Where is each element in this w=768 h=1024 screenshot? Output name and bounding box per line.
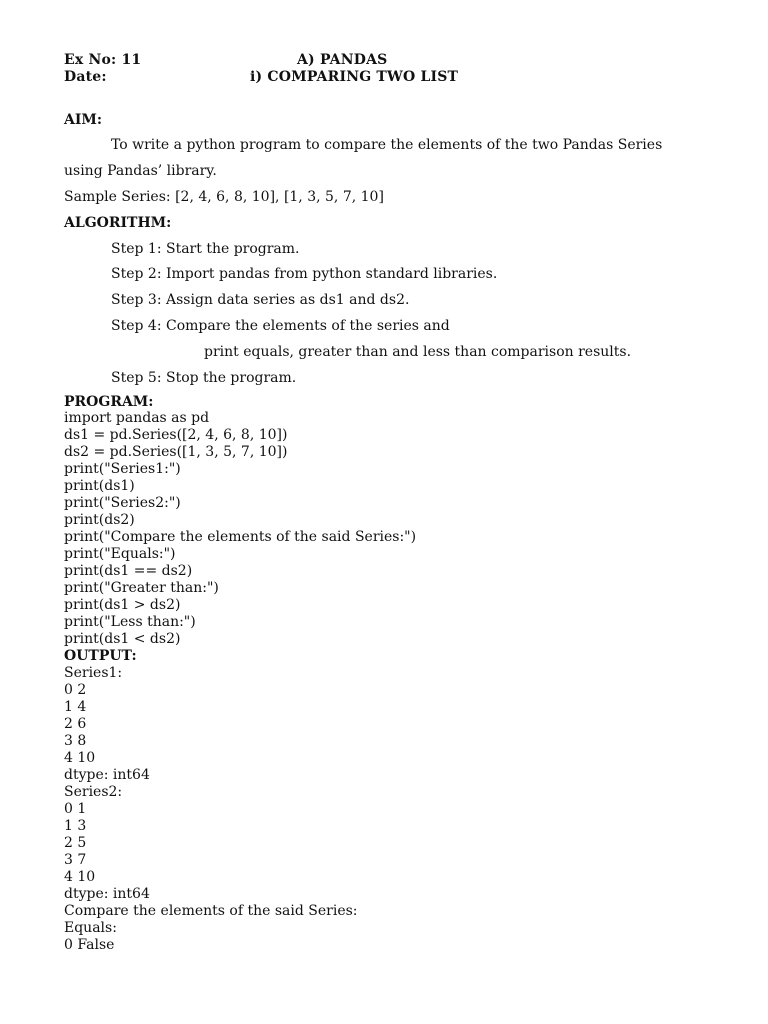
output-heading: OUTPUT: <box>64 648 137 664</box>
algorithm-step-4-continued: print equals, greater than and less than comparison results. <box>204 344 632 360</box>
output-line: 4 10 <box>64 869 96 885</box>
aim-text-line2: using Pandas’ library. <box>64 163 217 179</box>
program-line: print(ds2) <box>64 512 135 528</box>
output-line: Series2: <box>64 784 123 800</box>
algorithm-step-4: Step 4: Compare the elements of the series and <box>111 318 450 334</box>
program-line: print(ds1) <box>64 478 135 494</box>
program-line: ds1 = pd.Series([2, 4, 6, 8, 10]) <box>64 427 288 443</box>
algorithm-step-1: Step 1: Start the program. <box>111 241 300 257</box>
date-label: Date: <box>64 69 107 85</box>
aim-heading: AIM: <box>64 112 103 128</box>
sample-series: Sample Series: [2, 4, 6, 8, 10], [1, 3, 5, 7, 10] <box>64 189 384 205</box>
code-and-output-block <box>64 410 744 954</box>
algorithm-step-5: Step 5: Stop the program. <box>111 370 297 386</box>
output-line: 0 1 <box>64 801 87 817</box>
program-line: print("Less than:") <box>64 614 196 630</box>
program-line: print(ds1 > ds2) <box>64 597 181 613</box>
aim-text-line1: To write a python program to compare the elements of the two Pandas Series <box>111 137 663 153</box>
output-line: 1 3 <box>64 818 87 834</box>
program-line: print(ds1 == ds2) <box>64 563 193 579</box>
program-line: ds2 = pd.Series([1, 3, 5, 7, 10]) <box>64 444 288 460</box>
algorithm-heading: ALGORITHM: <box>64 215 172 231</box>
output-line: Series1: <box>64 665 123 681</box>
output-line: 0 False <box>64 937 115 953</box>
program-line: import pandas as pd <box>64 410 210 426</box>
program-line: print("Equals:") <box>64 546 176 562</box>
output-line: 4 10 <box>64 750 96 766</box>
program-heading: PROGRAM: <box>64 394 154 410</box>
section-title: A) PANDAS <box>297 52 388 68</box>
ex-no-label: Ex No: 11 <box>64 52 142 68</box>
program-line: print("Series1:") <box>64 461 181 477</box>
algorithm-step-3: Step 3: Assign data series as ds1 and ds2. <box>111 292 410 308</box>
subsection-title: i) COMPARING TWO LIST <box>250 69 459 85</box>
program-line: print("Compare the elements of the said Series:") <box>64 529 417 545</box>
program-line: print("Series2:") <box>64 495 181 511</box>
output-line: 3 7 <box>64 852 87 868</box>
program-line: print("Greater than:") <box>64 580 219 596</box>
output-line: 2 5 <box>64 835 87 851</box>
program-line: print(ds1 < ds2) <box>64 631 181 647</box>
algorithm-step-2: Step 2: Import pandas from python standard libraries. <box>111 266 498 282</box>
output-line: Equals: <box>64 920 117 936</box>
output-line: 3 8 <box>64 733 87 749</box>
output-line: Compare the elements of the said Series: <box>64 903 358 919</box>
output-line: 0 2 <box>64 682 87 698</box>
output-line: dtype: int64 <box>64 886 150 902</box>
output-line: dtype: int64 <box>64 767 150 783</box>
output-line: 2 6 <box>64 716 87 732</box>
output-line: 1 4 <box>64 699 87 715</box>
